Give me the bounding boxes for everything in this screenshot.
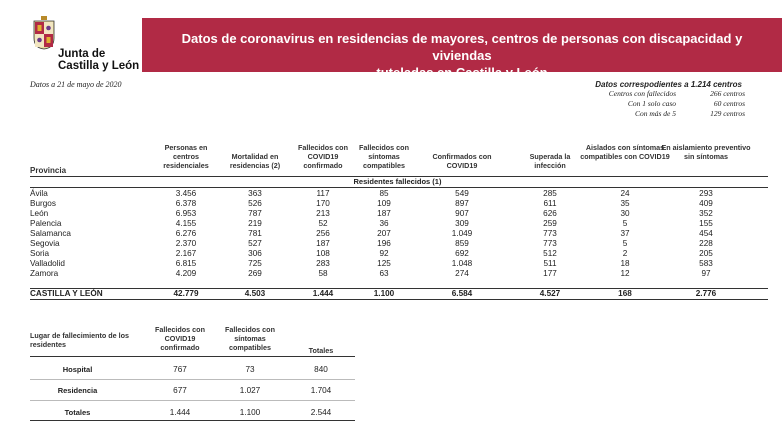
col-header: Fallecidos con COVID19 confirmado [298, 143, 348, 170]
table-cell: 196 [377, 239, 391, 248]
table-cell: 293 [699, 189, 713, 198]
table-cell: 24 [620, 189, 630, 198]
total-cell: 6.584 [451, 289, 473, 298]
total-cell: 2.776 [695, 289, 717, 298]
table-cell: 18 [620, 259, 630, 268]
table-cell: 155 [699, 219, 713, 228]
table-cell: 187 [316, 239, 330, 248]
table-row-province: León [30, 209, 49, 218]
table-cell: 512 [543, 249, 557, 258]
place-cell: 1.027 [239, 386, 261, 395]
table-cell: 363 [248, 189, 262, 198]
subheader-rule [30, 187, 768, 188]
table-row-province: Salamanca [30, 229, 71, 238]
table-cell: 2 [622, 249, 628, 258]
place-cell: 2.544 [310, 408, 332, 417]
col-header: Mortalidad en residencias (2) [229, 152, 281, 170]
table-cell: 285 [543, 189, 557, 198]
bottom-rule [30, 299, 768, 300]
table-cell: 108 [316, 249, 330, 258]
total-cell: 168 [618, 289, 632, 298]
col-header: Confirmados con COVID19 [432, 152, 492, 170]
table-cell: 527 [248, 239, 262, 248]
col-header-provincia: Provincia [30, 166, 67, 175]
place-cell: 1.444 [169, 408, 191, 417]
table-row-province: Ávila [30, 189, 48, 198]
table-cell: 6.953 [175, 209, 197, 218]
table-cell: 511 [543, 259, 557, 268]
table-cell: 37 [620, 229, 630, 238]
table-cell: 306 [248, 249, 262, 258]
place-row-rule [30, 400, 355, 401]
total-cell: 4.527 [539, 289, 561, 298]
table-cell: 219 [248, 219, 262, 228]
logo-line-2: Castilla y León [58, 60, 140, 72]
summary-label: Con más de 5 [634, 109, 676, 118]
table-cell: 1.049 [451, 229, 473, 238]
table-cell: 12 [620, 269, 630, 278]
table-cell: 626 [543, 209, 557, 218]
place-header-rule [30, 356, 355, 357]
coat-of-arms-icon [32, 16, 56, 50]
table-cell: 897 [455, 199, 469, 208]
table-cell: 97 [701, 269, 711, 278]
total-cell: 1.100 [373, 289, 395, 298]
table-cell: 6.378 [175, 199, 197, 208]
summary-value: 60 centros [713, 99, 745, 108]
table-cell: 170 [316, 199, 330, 208]
place-row-label: Hospital [62, 365, 93, 374]
table-row-province: Burgos [30, 199, 56, 208]
summary-title: Datos correspodientes a 1.214 centros [595, 80, 742, 89]
col-header: En aislamiento preventivo sin síntomas [661, 143, 751, 161]
table-cell: 3.456 [175, 189, 197, 198]
table-row-province: Soria [30, 249, 50, 258]
table-cell: 117 [316, 189, 330, 198]
table-cell: 787 [248, 209, 262, 218]
place-cell: 1.100 [239, 408, 261, 417]
table-cell: 409 [699, 199, 713, 208]
table-cell: 549 [455, 189, 469, 198]
table-cell: 92 [379, 249, 389, 258]
table-cell: 207 [377, 229, 391, 238]
summary-row [580, 109, 760, 119]
table-cell: 773 [543, 239, 557, 248]
place-cell: 840 [314, 365, 328, 374]
table-cell: 692 [455, 249, 469, 258]
place-header-label: Lugar de fallecimiento de los residentes [30, 331, 130, 349]
col-header: Fallecidos con síntomas compatibles [359, 143, 409, 170]
total-row-label: CASTILLA Y LEÓN [30, 289, 103, 298]
table-cell: 35 [620, 199, 630, 208]
table-cell: 205 [699, 249, 713, 258]
place-cell: 767 [173, 365, 187, 374]
table-cell: 274 [455, 269, 469, 278]
table-cell: 309 [455, 219, 469, 228]
table-cell: 859 [455, 239, 469, 248]
table-cell: 4.155 [175, 219, 197, 228]
total-cell: 1.444 [312, 289, 334, 298]
subheader-fallecidos: Residentes fallecidos (1) [353, 177, 442, 186]
table-cell: 259 [543, 219, 557, 228]
place-cell: 1.704 [310, 386, 332, 395]
table-cell: 36 [379, 219, 389, 228]
place-col-header: Fallecidos con síntomas compatibles [225, 325, 275, 352]
summary-label: Centros con fallecidos [608, 89, 676, 98]
table-cell: 583 [699, 259, 713, 268]
place-cell: 677 [173, 386, 187, 395]
table-cell: 781 [248, 229, 262, 238]
summary-value: 266 centros [710, 89, 745, 98]
col-header: Superada la infección [529, 152, 571, 170]
place-row-label: Totales [64, 408, 91, 417]
table-cell: 454 [699, 229, 713, 238]
table-cell: 30 [620, 209, 630, 218]
junta-logo [10, 20, 140, 80]
col-header: Personas en centros residenciales [163, 143, 209, 170]
table-cell: 269 [248, 269, 262, 278]
title-banner [142, 18, 782, 80]
table-cell: 85 [379, 189, 389, 198]
logo-line-1: Junta de [58, 48, 106, 60]
table-row-province: Segovia [30, 239, 60, 248]
table-cell: 773 [543, 229, 557, 238]
place-col-header: Fallecidos con COVID19 confirmado [155, 325, 205, 352]
centers-summary [580, 80, 760, 119]
table-cell: 907 [455, 209, 469, 218]
table-cell: 52 [318, 219, 328, 228]
table-cell: 6.276 [175, 229, 197, 238]
table-cell: 63 [379, 269, 389, 278]
title-line-2: tuteladas en Castilla y León [376, 65, 548, 80]
place-col-header: Totales [308, 346, 334, 355]
summary-row [580, 99, 760, 109]
table-cell: 256 [316, 229, 330, 238]
table-cell: 526 [248, 199, 262, 208]
summary-row [580, 89, 760, 99]
summary-value: 129 centros [710, 109, 745, 118]
table-cell: 187 [377, 209, 391, 218]
total-cell: 42.779 [173, 289, 199, 298]
title-line-1: Datos de coronavirus en residencias de mayores, centros de personas con discapacidad y viviendas [181, 31, 743, 63]
table-cell: 1.048 [451, 259, 473, 268]
table-cell: 4.209 [175, 269, 197, 278]
table-row-province: Valladolid [30, 259, 65, 268]
table-cell: 725 [248, 259, 262, 268]
table-cell: 125 [377, 259, 391, 268]
table-cell: 228 [699, 239, 713, 248]
table-cell: 5 [622, 219, 628, 228]
table-cell: 213 [316, 209, 330, 218]
place-bottom-rule [30, 420, 355, 421]
table-cell: 58 [318, 269, 328, 278]
table-cell: 6.815 [175, 259, 197, 268]
table-cell: 283 [316, 259, 330, 268]
place-cell: 73 [245, 365, 255, 374]
table-cell: 5 [622, 239, 628, 248]
table-cell: 611 [543, 199, 557, 208]
col-header: Aislados con síntomas compatibles con COVID19 [580, 143, 670, 161]
table-cell: 109 [377, 199, 391, 208]
summary-label: Con 1 solo caso [627, 99, 676, 108]
table-cell: 177 [543, 269, 557, 278]
place-row-rule [30, 379, 355, 380]
table-cell: 352 [699, 209, 713, 218]
table-cell: 2.167 [175, 249, 197, 258]
table-row-province: Zamora [30, 269, 59, 278]
table-cell: 2.370 [175, 239, 197, 248]
total-cell: 4.503 [244, 289, 266, 298]
place-row-label: Residencia [57, 386, 98, 395]
table-row-province: Palencia [30, 219, 62, 228]
data-date: Datos a 21 de mayo de 2020 [30, 80, 122, 89]
